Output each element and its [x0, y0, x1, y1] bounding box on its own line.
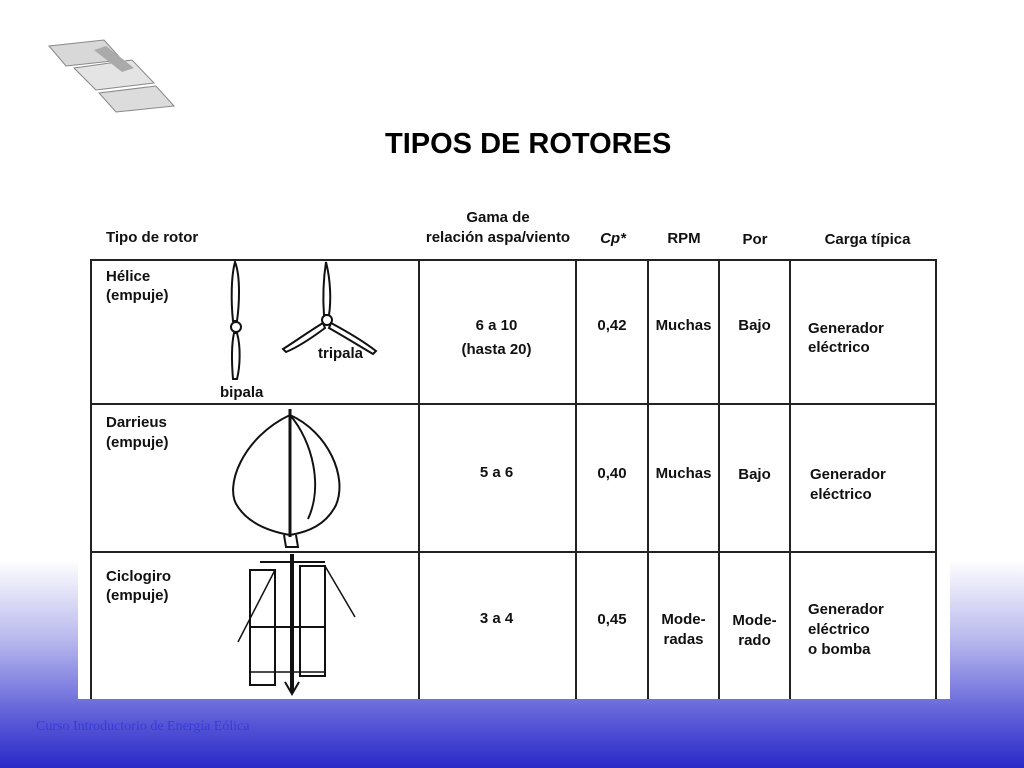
row3-load-line2: eléctrico — [808, 621, 870, 638]
row1-label-tripala: tripala — [318, 345, 364, 362]
row1-por-line1: Bajo — [738, 317, 771, 334]
course-logo-icon — [44, 38, 179, 113]
row3-load-line3: o bomba — [808, 641, 871, 658]
row2-load-line1: Generador — [810, 466, 886, 483]
row1-rpm-line1: Muchas — [655, 317, 712, 334]
slide-title: TIPOS DE ROTORES — [385, 128, 672, 160]
header-por: Por — [742, 231, 768, 248]
table-border-left — [90, 259, 92, 699]
row2-rpm-line1: Muchas — [655, 465, 712, 482]
row2-ratio-line1: 5 a 6 — [479, 464, 514, 481]
row2-cp: 0,40 — [597, 465, 627, 482]
helix-rotor-illustration — [213, 257, 413, 402]
table-border-right — [935, 259, 937, 699]
header-load: Carga típica — [824, 231, 911, 248]
row1-ratio-line2: (hasta 20) — [461, 341, 532, 358]
row-divider-2 — [90, 551, 937, 553]
header-cp: Cp* — [600, 230, 626, 247]
row1-load-line2: eléctrico — [808, 339, 870, 356]
row1-label-bipala: bipala — [220, 384, 264, 401]
row2-por-line1: Bajo — [738, 466, 771, 483]
row-divider-1 — [90, 403, 937, 405]
row3-cp: 0,45 — [597, 611, 627, 628]
header-rotor-type: Tipo de rotor — [106, 229, 199, 246]
row3-name-line1: Ciclogiro — [106, 568, 172, 585]
header-rpm: RPM — [667, 230, 701, 247]
row3-load-line1: Generador — [808, 601, 884, 618]
row3-por-line1: Mode- — [732, 612, 777, 629]
row3-rpm-line1: Mode- — [661, 611, 706, 628]
col-divider-5 — [789, 259, 791, 699]
rotor-types-table — [78, 202, 950, 699]
row3-rpm-line2: radas — [663, 631, 704, 648]
cyclogiro-rotor-illustration — [230, 552, 360, 698]
darrieus-rotor-illustration — [228, 407, 358, 549]
row1-name-line2: (empuje) — [106, 287, 169, 304]
row3-por-line2: rado — [738, 632, 771, 649]
row2-name-line2: (empuje) — [106, 434, 169, 451]
row3-ratio-line1: 3 a 4 — [479, 610, 514, 627]
row1-load-line1: Generador — [808, 320, 884, 337]
row1-cp: 0,42 — [597, 317, 627, 334]
row2-load-line2: eléctrico — [810, 486, 872, 503]
footer-course-name: Curso Introductorio de Energía Eólica — [36, 719, 250, 734]
row3-name-line2: (empuje) — [106, 587, 169, 604]
header-ratio-line2: relación aspa/viento — [425, 229, 571, 246]
row1-name-line1: Hélice — [106, 268, 151, 285]
row1-ratio-line1: 6 a 10 — [475, 317, 518, 334]
header-ratio-line1: Gama de — [466, 209, 530, 226]
row2-name-line1: Darrieus — [106, 414, 167, 431]
